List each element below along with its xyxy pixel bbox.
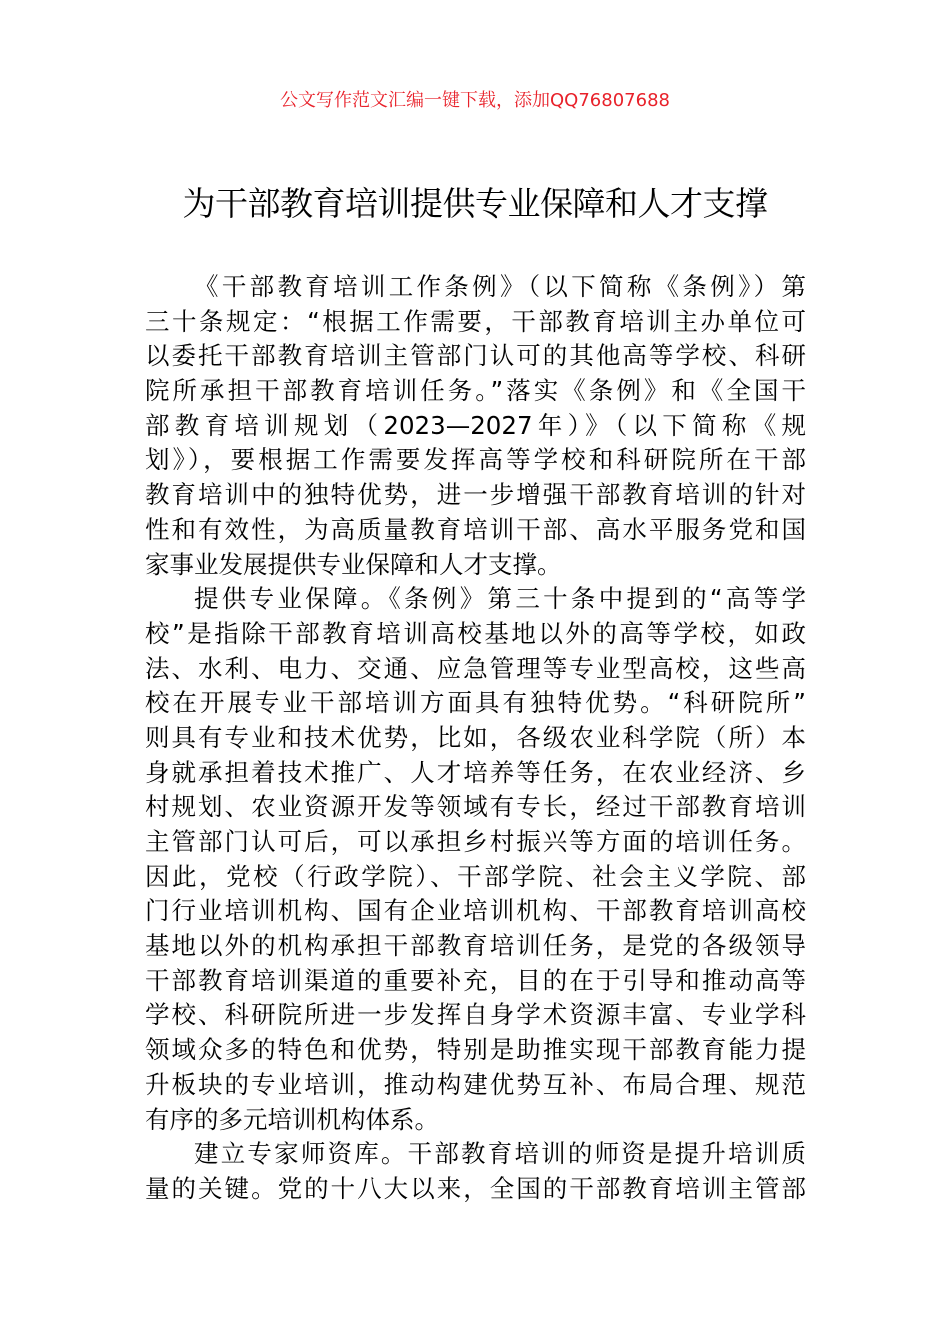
text-line: 领域众多的特色和优势，特别是助推实现干部教育能力提 [145, 1035, 806, 1065]
text-line: 量的关键。党的十八大以来，全国的干部教育培训主管部 [145, 1173, 806, 1203]
text-line: 升板块的专业培训，推动构建优势互补、布局合理、规范 [145, 1069, 806, 1099]
text-line: 建立专家师资库。干部教育培训的师资是提升培训质 [194, 1139, 806, 1169]
text-line: 以委托干部教育培训主管部门认可的其他高等学校、科研 [145, 341, 806, 371]
text-line: 《干部教育培训工作条例》（以下简称《条例》）第 [194, 272, 806, 301]
text-line: 身就承担着技术推广、人才培养等任务，在农业经济、乡 [145, 757, 806, 787]
document-body [145, 270, 806, 1207]
text-line: 性和有效性，为高质量教育培训干部、高水平服务党和国 [145, 514, 806, 544]
text-line: 基地以外的机构承担干部教育培训任务，是党的各级领导 [145, 931, 806, 961]
text-line: 家事业发展提供专业保障和人才支撑。 [145, 549, 562, 579]
text-line: 则具有专业和技术优势，比如，各级农业科学院（所）本 [145, 722, 806, 752]
text-line: 学校、科研院所进一步发挥自身学术资源丰富、专业学科 [145, 1000, 806, 1030]
text-line: 因此，党校（行政学院）、干部学院、社会主义学院、部 [145, 861, 806, 891]
text-line: 门行业培训机构、国有企业培训机构、干部教育培训高校 [145, 896, 806, 926]
text-line: 有序的多元培训机构体系。 [145, 1104, 439, 1134]
document-title: 为干部教育培训提供专业保障和人才支撑 [182, 184, 768, 223]
text-line: 村规划、农业资源开发等领域有专长，经过干部教育培训 [145, 792, 806, 822]
text-line: 划》），要根据工作需要发挥高等学校和科研院所在干部 [145, 445, 806, 475]
text-line: 干部教育培训渠道的重要补充，目的在于引导和推动高等 [145, 965, 806, 995]
text-line: 主管部门认可后，可以承担乡村振兴等方面的培训任务。 [145, 827, 806, 856]
text-line: 院所承担干部教育培训任务。”落实《条例》和《全国干 [145, 376, 806, 406]
text-line: 教育培训中的独特优势，进一步增强干部教育培训的针对 [145, 480, 806, 510]
text-line: 三十条规定：“根据工作需要，干部教育培训主办单位可 [145, 306, 806, 336]
text-line: 部教育培训规划（2023—2027年）》（以下简称《规 [145, 410, 806, 440]
text-line: 提供专业保障。《条例》第三十条中提到的“高等学 [194, 584, 806, 614]
text-line: 校在开展专业干部培训方面具有独特优势。“科研院所” [145, 688, 806, 718]
paragraph [145, 270, 806, 582]
text-line: 法、水利、电力、交通、应急管理等专业型高校，这些高 [145, 653, 806, 683]
paragraph [145, 582, 806, 1137]
download-banner: 公文写作范文汇编一键下载，添加QQ76807688 [280, 90, 670, 111]
paragraph [145, 1137, 806, 1206]
text-line: 校”是指除干部教育培训高校基地以外的高等学校，如政 [145, 618, 806, 648]
